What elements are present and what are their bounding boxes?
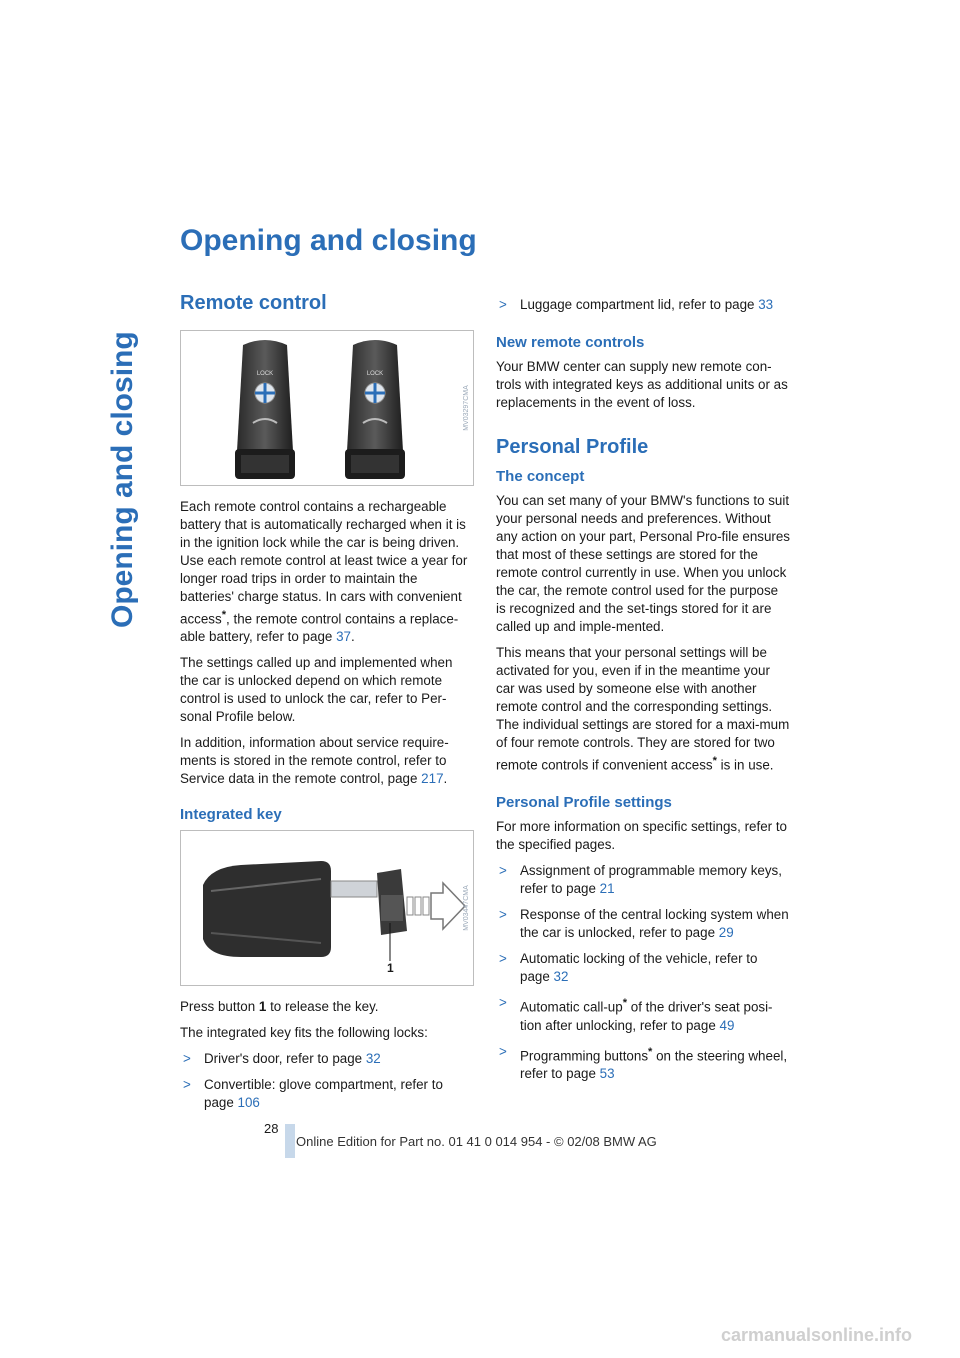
bullet-arrow-icon: >: [499, 995, 507, 1011]
list-item: > Convertible: glove compartment, refer to page 106: [183, 1077, 443, 1111]
page-link[interactable]: 21: [599, 881, 615, 897]
concept-heading: The concept: [496, 468, 585, 485]
integrated-key-heading: Integrated key: [180, 806, 282, 824]
concept-paragraph-2: This means that your personal settings will be activated for you, even if in the meantime your car was used by someone else with another remote control and the corresponding settings. The individual settings are stored for a maxi-mum of four remote controls. They are stored for two remote controls if convenient access* is in use.: [496, 645, 790, 773]
remote-control-heading: Remote control: [180, 292, 327, 314]
list-item: > Luggage compartment lid, refer to page 33: [499, 297, 774, 312]
list-item: > Automatic call-up* of the driver's seat posi-tion after unlocking, refer to page 49: [499, 995, 773, 1033]
list-item: > Response of the central locking system when the car is unlocked, refer to page 29: [499, 907, 789, 941]
bullet-arrow-icon: >: [499, 951, 507, 967]
page-link[interactable]: 53: [599, 1066, 615, 1082]
svg-text:LOCK: LOCK: [256, 371, 274, 377]
page-link[interactable]: 49: [719, 1017, 735, 1033]
bullet-arrow-icon: >: [183, 1051, 191, 1067]
locks-list-continued: [496, 296, 790, 314]
list-item: > Automatic locking of the vehicle, refer to page 32: [499, 951, 758, 985]
page-link[interactable]: 106: [237, 1095, 260, 1111]
bullet-arrow-icon: >: [499, 907, 507, 923]
remote-key-left: [235, 340, 295, 479]
locks-intro: The integrated key fits the following locks:: [180, 1025, 428, 1041]
settings-list: [496, 862, 790, 1083]
watermark: carmanualsonline.info: [720, 1325, 912, 1345]
figure-code: MV03447CMA: [463, 885, 470, 932]
settings-intro: For more information on specific settings, refer to the specified pages.: [496, 819, 787, 853]
press-button-text: Press button 1 to release the key.: [180, 999, 379, 1015]
locks-list: [180, 1050, 474, 1112]
remote-paragraph-2: The settings called up and implemented when the car is unlocked depend on which remote control is used to unlock the car, refer to Per-sonal Profile below.: [180, 655, 453, 725]
page-link-217[interactable]: 217: [421, 771, 444, 787]
page-link[interactable]: 29: [718, 925, 734, 941]
footer-edition-text: Online Edition for Part no. 01 41 0 014 954 - © 02/08 BMW AG: [296, 1134, 657, 1149]
profile-settings-heading: Personal Profile settings: [496, 794, 672, 812]
side-chapter-title: Opening and closing: [106, 331, 139, 629]
bullet-arrow-icon: >: [499, 297, 507, 312]
page-link[interactable]: 32: [365, 1051, 381, 1067]
personal-profile-heading: Personal Profile: [496, 436, 649, 458]
left-column: [180, 290, 474, 1120]
list-item: > Driver's door, refer to page 32: [183, 1051, 381, 1067]
right-column: [496, 290, 790, 1091]
bullet-arrow-icon: >: [499, 1043, 507, 1059]
svg-text:LOCK: LOCK: [366, 371, 384, 377]
new-remote-heading: New remote controls: [496, 334, 645, 351]
remote-key-right: [345, 340, 405, 479]
bullet-arrow-icon: >: [499, 863, 507, 879]
page-link[interactable]: 33: [758, 297, 774, 312]
page-link-37[interactable]: 37: [336, 629, 351, 645]
bullet-arrow-icon: >: [183, 1077, 191, 1093]
integrated-key-figure: [180, 830, 474, 986]
remote-control-figure: [180, 330, 474, 486]
integrated-key-illustration: [181, 831, 473, 985]
new-remote-text: Your BMW center can supply new remote con-trols with integrated keys as additional units or as replacements in the event of loss.: [496, 359, 788, 410]
list-item: > Assignment of programmable memory keys, refer to page 21: [499, 863, 782, 897]
concept-paragraph-1: You can set many of your BMW's functions to suit your personal needs and preferences. Without any action on your part, Personal Pro-file ensures that most of these settings are stored for the remote control currently in use. When you unlock the car, the remote control used for the purpose is recognized and the set-tings stored for it are called up and imple-mented.: [496, 493, 791, 634]
remote-keys-illustration: [181, 331, 473, 485]
remote-paragraph-1: Each remote control contains a rechargeable battery that is automatically recharged when it is in the ignition lock while the car is being driven. Use each remote control at least twice a year for longer road trips in order to maintain the batteries' charge status. In cars with convenient access*, the remote control contains a replace-able battery, refer to page 37.: [180, 499, 468, 645]
page-title: Opening and closing: [180, 224, 477, 257]
page-link[interactable]: 32: [553, 969, 569, 985]
footer-accent-bar: [285, 1124, 295, 1158]
figure-code: MV03297CMA: [463, 385, 470, 431]
page-number: 28: [264, 1121, 279, 1136]
list-item: > Programming buttons* on the steering wheel, refer to page 53: [499, 1043, 788, 1082]
remote-paragraph-3: In addition, information about service require-ments is stored in the remote control, refer to Service data in the remote control, page 217.: [180, 735, 449, 787]
callout-number: 1: [387, 961, 394, 976]
